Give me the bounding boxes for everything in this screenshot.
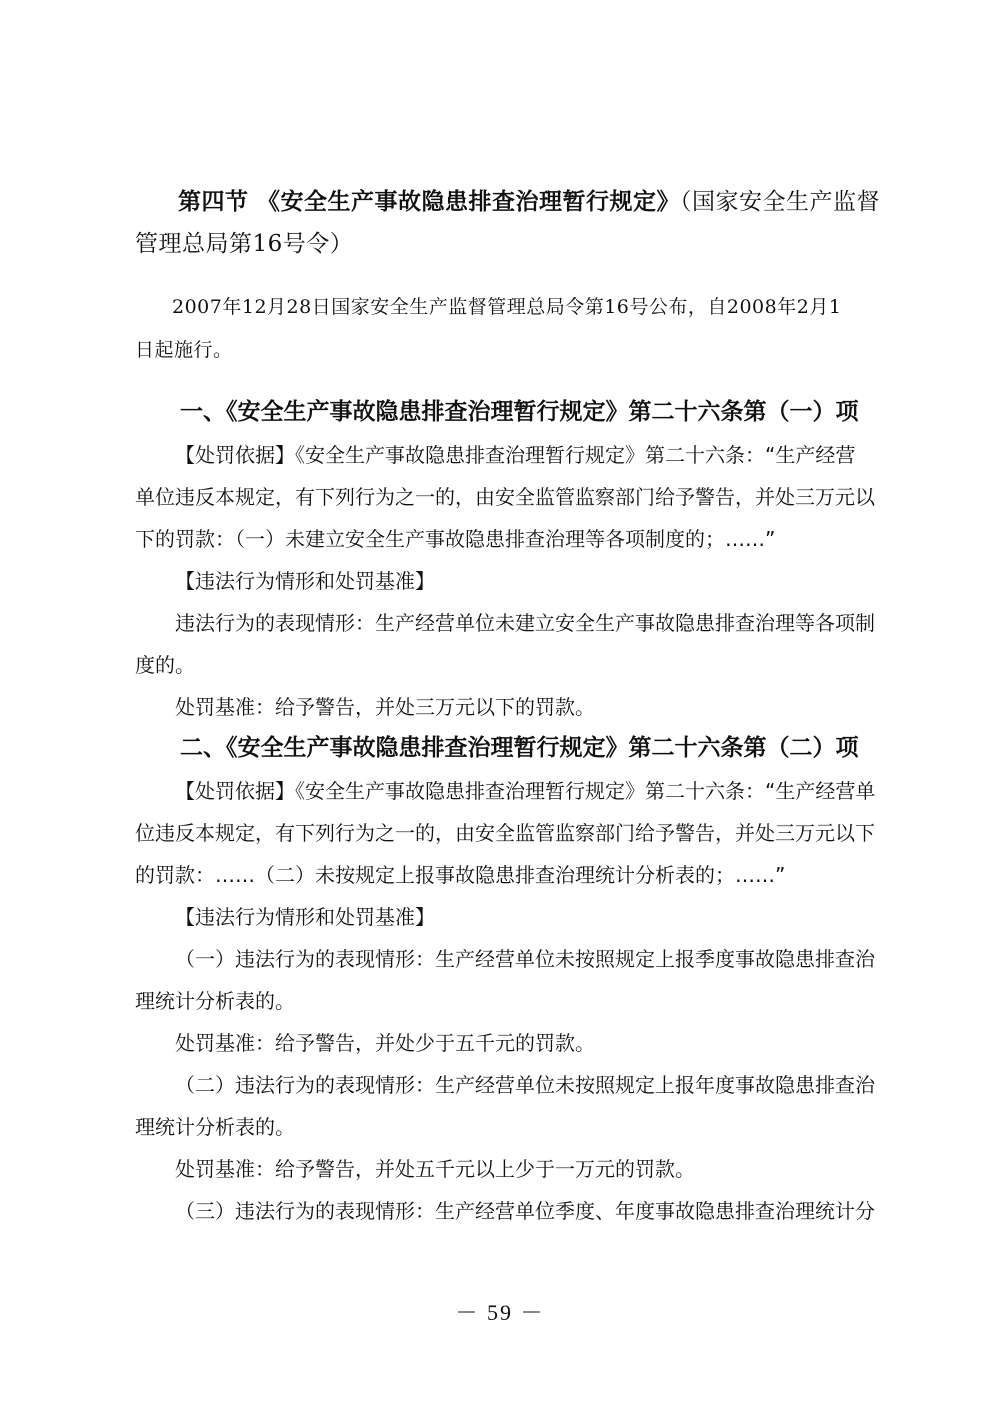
item-2-case-3-line-1: （三）违法行为的表现情形：生产经营单位季度、年度事故隐患排查治理统计分 [175,1199,875,1223]
item-1-standard-heading: 【违法行为情形和处罚基准】 [175,569,435,593]
intro-line-2: 日起施行。 [135,339,233,361]
section-title-source-continued: 管理总局第16号令） [135,231,354,257]
item-2-case-1-penalty: 处罚基准：给予警告，并处少于五千元的罚款。 [175,1031,595,1055]
item-2-case-2-line-1: （二）违法行为的表现情形：生产经营单位未按照规定上报年度事故隐患排查治 [175,1073,875,1097]
item-2-case-1-line-2: 理统计分析表的。 [135,989,295,1013]
item-1-basis-line-1: 【处罚依据】《安全生产事故隐患排查治理暂行规定》第二十六条：“生产经营 [175,443,856,467]
item-2-case-1-line-1: （一）违法行为的表现情形：生产经营单位未按照规定上报季度事故隐患排查治 [175,947,875,971]
item-1-basis-line-3: 下的罚款：（一）未建立安全生产事故隐患排查治理等各项制度的；……” [135,527,776,551]
item-2-standard-heading: 【违法行为情形和处罚基准】 [175,905,435,929]
item-2-title: 二、《安全生产事故隐患排查治理暂行规定》第二十六条第（二）项 [180,734,859,761]
section-title-continued [135,232,353,256]
item-1-situation-line-2: 度的。 [135,653,195,677]
item-2-basis-line-1: 【处罚依据】《安全生产事故隐患排查治理暂行规定》第二十六条：“生产经营单 [175,779,876,803]
section-title-source: （国家安全生产监督 [680,189,881,215]
page-number: － 59 － [455,1300,545,1325]
item-2-case-2-line-2: 理统计分析表的。 [135,1115,295,1139]
item-2-basis-line-3: 的罚款：……（二）未按规定上报事故隐患排查治理统计分析表的；……” [135,863,786,887]
item-1-title: 一、《安全生产事故隐患排查治理暂行规定》第二十六条第（一）项 [180,398,859,425]
section-title [178,190,880,214]
intro-line-1: 2007年12月28日国家安全生产监督管理总局令第16号公布，自2008年2月1 [172,296,842,318]
item-1-basis-line-2: 单位违反本规定，有下列行为之一的，由安全监管监察部门给予警告，并处三万元以 [135,485,875,509]
item-2-case-2-penalty: 处罚基准：给予警告，并处五千元以上少于一万元的罚款。 [175,1157,695,1181]
item-1-penalty: 处罚基准：给予警告，并处三万元以下的罚款。 [175,695,595,719]
item-1-situation-line-1: 违法行为的表现情形：生产经营单位未建立安全生产事故隐患排查治理等各项制 [175,611,875,635]
section-title-main: 第四节 《安全生产事故隐患排查治理暂行规定》 [178,188,681,215]
item-2-basis-line-2: 位违反本规定，有下列行为之一的，由安全监管监察部门给予警告，并处三万元以下 [135,821,875,845]
